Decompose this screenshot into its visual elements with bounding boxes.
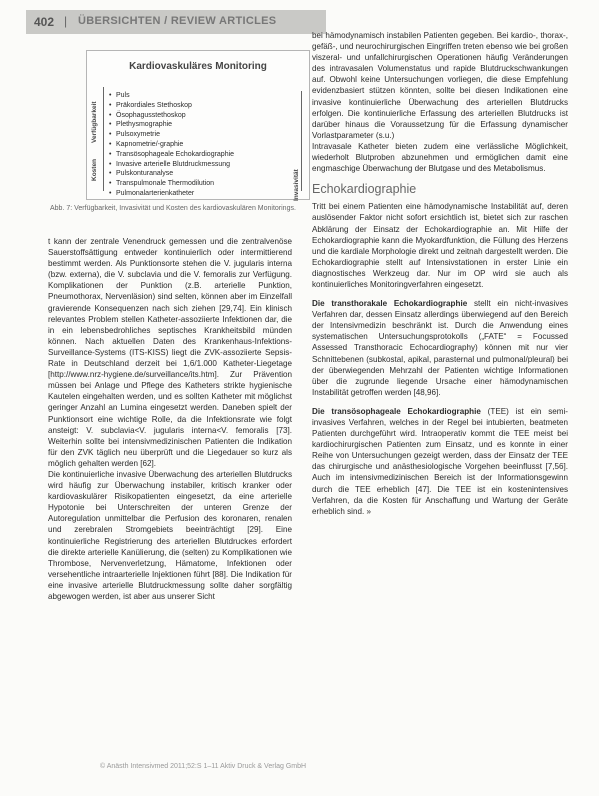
header-separator: |: [64, 14, 68, 28]
list-item: • Präkordiales Stethoskop: [109, 101, 279, 111]
right-axis-arrow: [301, 91, 302, 191]
left-column: [48, 236, 292, 602]
figure-list: [109, 91, 279, 199]
term-tte: Die transthorakale Echokardiographie: [312, 299, 468, 309]
list-item: • Kapnometrie/-graphie: [109, 140, 279, 150]
page-footer: © Anästh Intensivmed 2011;52:S 1–11 Aktiv Druck & Verlag GmbH: [100, 763, 307, 770]
list-item: • Ösophagusstethoskop: [109, 111, 279, 121]
right-column: [312, 30, 568, 517]
figure-monitoring: [86, 50, 310, 200]
list-item: • Invasive arterielle Blutdruckmessung: [109, 160, 279, 170]
list-item: • Transpulmonale Thermodilution: [109, 179, 279, 189]
list-item: • Plethysmographie: [109, 120, 279, 130]
paragraph: bei hämodynamisch instabilen Patienten gegeben. Bei kardio-, thorax-, gefäß-, und neurochirurgischen Eingriffen treten ebenso wie bei großen viszeral- und unfallchirurgischen Operationen häufig Veränderungen des intravasalen Volumenstatus und rapide Blutdruckschwankungen auf. Obwohl keine Untersuchungen vorliegen, die diese Empfehlung evidenzbasiert stützen könnten, sollte bei diesen Indikationen eine invasive kontinuierliche Überwachung des arteriellen Blutdrucks erfolgen. Die kontinuierliche Erfassung des arteriellen Blutdrucks ist darüber hinaus die Voraussetzung für die Erfassung dynamischer Vorlastparameter (s.u.): [312, 31, 568, 140]
left-axis-arrow: [103, 87, 104, 191]
list-item: • Puls: [109, 91, 279, 101]
text-tte: stellt ein nicht-invasives Verfahren dar, dessen Einsatz allerdings überwiegend auf den Bereich der Intensivmedizin beschränkt ist. Durch die Anwendung eines systematischen Untersuchungsprotokolls („FATE“ = Focussed Assessed Transthoracic Echocardiography) können mit nur vier Schnittebenen (subkostal, apikal, parasternal und pulmonal/pleural) bei der überwiegenden Mehrzahl der Patienten wichtige Informationen über die zugrunde liegende Ursache einer hämodynamischen Instabilität getroffen werden [48,96].: [312, 299, 568, 397]
figure-title: Kardiovaskuläres Monitoring: [129, 61, 267, 72]
section-heading-echo: Echokardiographie: [312, 182, 417, 197]
term-tee: Die transösophageale Echokardiographie: [312, 406, 481, 416]
list-item: • Transösophageale Echokardiographie: [109, 150, 279, 160]
paragraph: Intravasale Katheter bieten zudem eine verlässliche Möglichkeit, wiederholt Blutproben abzunehmen und ermöglichen damit eine engmaschige Überwachung der Blutgase und des Metabolismus.: [312, 141, 568, 174]
list-item: • Pulsoxymetrie: [109, 130, 279, 140]
list-item: • Pulskonturanalyse: [109, 169, 279, 179]
label-invasiveness: Invasivität: [293, 169, 300, 201]
list-item: • Pulmonalarterienkatheter: [109, 189, 279, 199]
paragraph: Die kontinuierliche invasive Überwachung des arteriellen Blutdrucks wird häufig zur Überwachung instabiler, kritisch kranker oder kardiovaskulärer Risikopatienten eingesetzt, da eine arterielle Hypotonie bei Unterschreiten der unteren Grenze der Autoregulation unmittelbar die Perfusion des koronaren, renalen und zerebralen Stromgebiets beeinträchtigt [29]. Eine kontinuierliche Registrierung des arteriellen Blutdruckes erfordert die direkte arterielle Kanülierung, die (selten) zu Komplikationen wie Thrombose, Nervenverletzung, Hämatome, Infektionen oder versehentliche intraarterielle Injektionen führt [88]. Die Indikation für eine invasive arterielle Blutdruckmessung sollte daher sorgfältig abgewogen werden, ist aber aus unserer Sicht: [48, 469, 292, 601]
label-availability: Verfügbarkeit: [91, 101, 98, 143]
paragraph-tte: [312, 298, 568, 398]
spacer: [312, 290, 568, 298]
text-tee: (TEE) ist ein semi-invasives Verfahren, welches in der Regel bei intubierten, beatmeten Patienten durchgeführt wird. Intraoperativ kommt die TEE meist bei kardiochirurgischen Patienten zum Einsatz, und es konnte in einer Reihe von Untersuchungen gezeigt werden, dass der Einsatz der TEE das chirurgische und anästhesiologische Vorgehen beeinflusst [7,56]. Auch im intensivmedizinischen Bereich ist der Informationsgewinn durch die TEE erheblich [47]. Die TEE ist ein kostenintensives Verfahren, da die Kosten für Anschaffung und Wartung der Geräte erheblich sind. »: [312, 406, 568, 516]
paragraph: Tritt bei einem Patienten eine hämodynamische Instabilität auf, deren auslösender Faktor nicht sofort ersichtlich ist, bietet sich zur raschen Abklärung der Einsatz der Echokardiographie an. Mit Hilfe der Echokardiographie kann die Myokardfunktion, die Füllung des Herzens und die kardiale Morphologie direkt und zeitnah dargestellt werden. Die Echokardiographie stellt auf Intensivstationen in erster Linie ein diagnostisches Werkzeug dar. Nur im OP wird sie auch als kontinuierliches Monitoringverfahren eingesetzt.: [312, 202, 568, 289]
figure-caption: Abb. 7: Verfügbarkeit, Invasivität und Kosten des kardiovaskulären Monitorings.: [50, 205, 296, 212]
spacer: [312, 398, 568, 406]
paragraph: t kann der zentrale Venendruck gemessen und die zentralvenöse Sauerstoffsättigung entweder kontinuierlich oder intermittierend bestimmt werden. Als Punktionsorte stehen die V. jugularis interna (bzw. externa), die V. subclavia und die V. femoralis zur Verfügung. Komplikationen der Punktion (z.B. arterielle Punktion, Pneumothorax, Nervenläsion) sind selten, können aber im Einzelfall gravierende Konsequenzen nach sich ziehen [29,74]. Ein klinisch relevantes Problem stellen Katheter-assoziierte Infektionen dar, die in ein lebensbedrohliches septisches Krankheitsbild münden können. Nach aktuellen Daten des Krankenhaus-Infektions-Surveillance-Systems (ITS-KISS) liegt die ZVK-assoziierte Sepsis-Rate in Deutschland derzeit bei 1,6/1.000 Katheter-Liegetage [http://www.nrz-hygiene.de/surveillance/its.htm]. Zur Prävention müssen bei Anlage und Pflege des Katheters strikte hygienische Kautelen eingehalten werden, und es sollten Katheter mit möglichst geringer Anzahl an Lumina eingesetzt werden. Daneben spielt der Punktionsort eine wichtige Rolle, da die Infektionsrate wie folgt ansteigt: V. subclavia<V. jugularis interna<V. femoralis [73]. Weiterhin sollte bei intensivmedizinischen Patienten die Indikation für den ZVK täglich neu überprüft und die Liegedauer so kurz als möglich gehalten werden [62].: [48, 237, 292, 468]
section-title: ÜBERSICHTEN / REVIEW ARTICLES: [78, 15, 277, 27]
page-number: 402: [34, 15, 55, 29]
label-cost: Kosten: [91, 158, 98, 181]
paragraph-tee: [312, 406, 568, 517]
